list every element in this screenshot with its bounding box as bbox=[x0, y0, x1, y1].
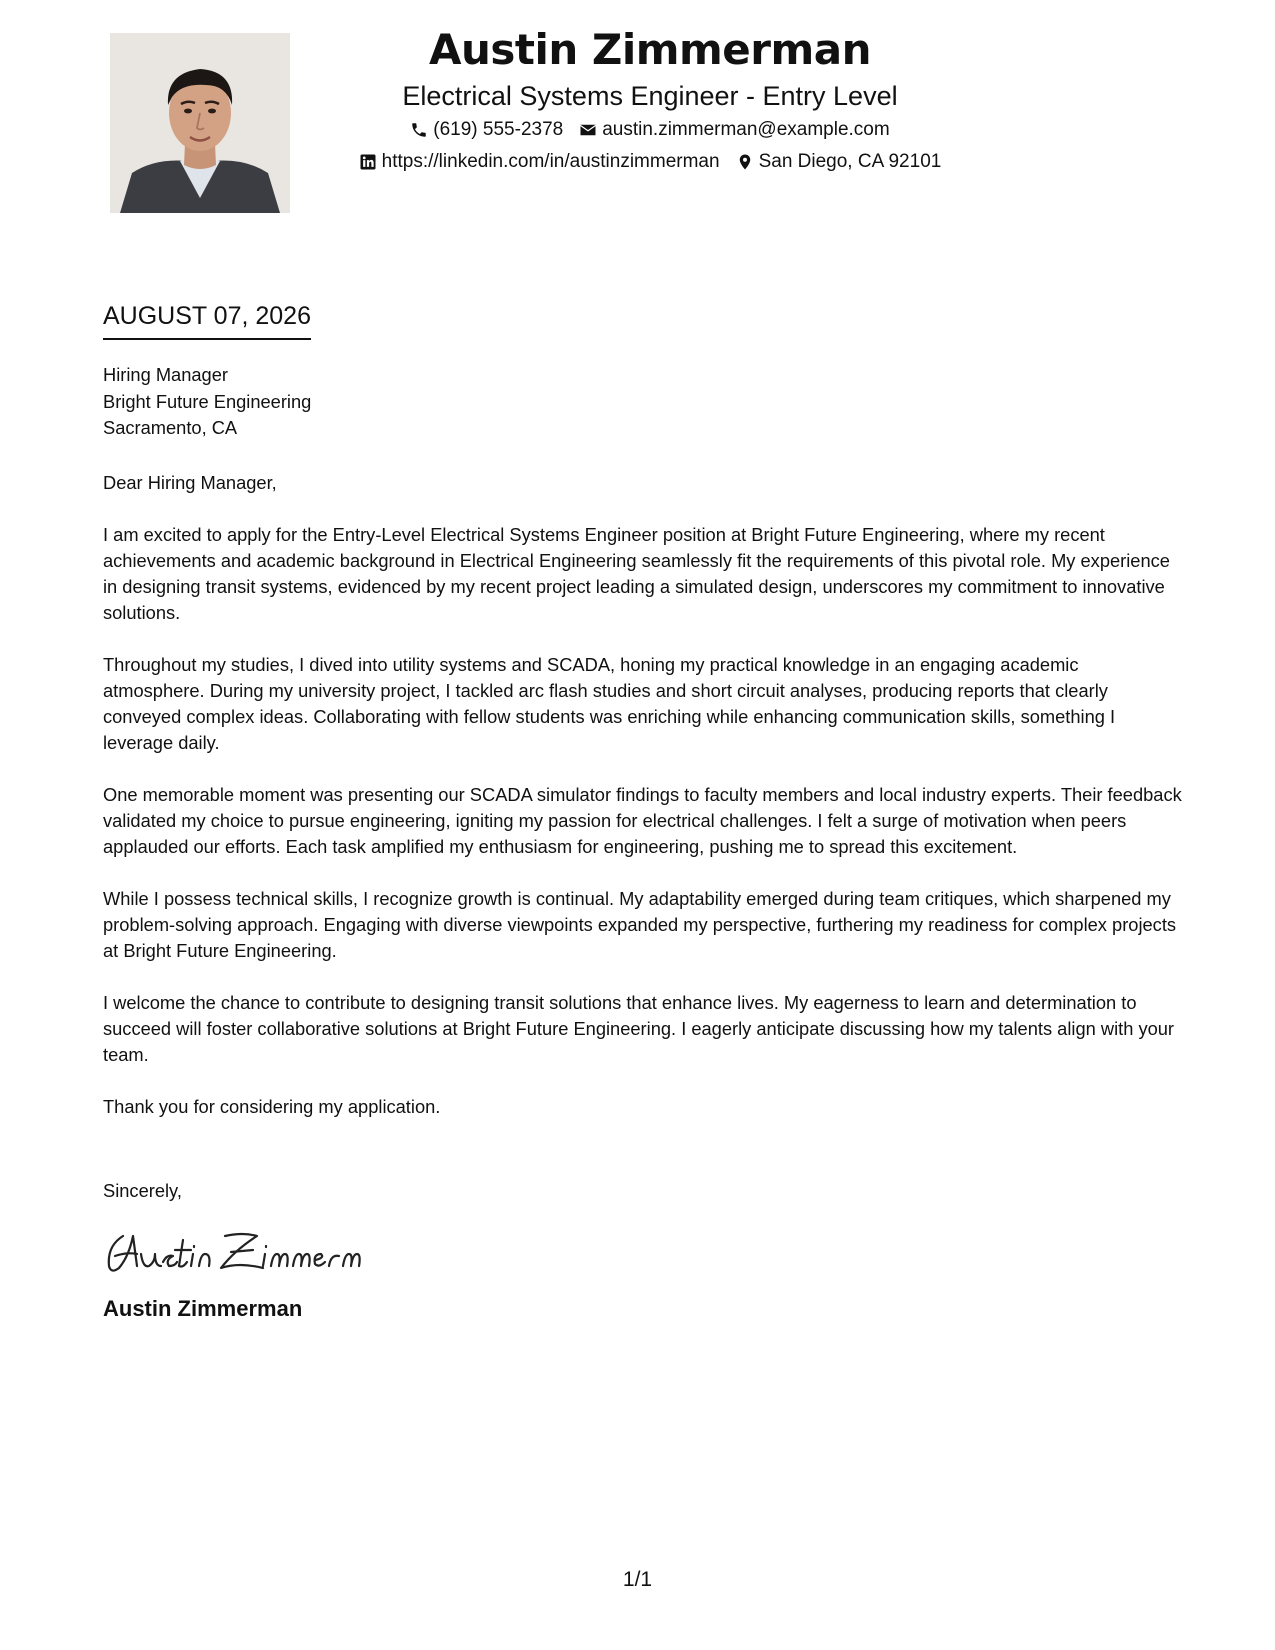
paragraph: Throughout my studies, I dived into utility systems and SCADA, honing my practical knowledge in an engaging academic atmosphere. During my university project, I tackled arc flash studies and short circuit analyses, producing reports that clearly conveyed complex ideas. Collaborating with fellow students was enriching while enhancing communication skills, something I leverage daily. bbox=[103, 653, 1116, 753]
paragraph: I am excited to apply for the Entry-Level Electrical Systems Engineer position at Bright Future Engineering, where my recent achievements and academic background in Electrical Engineering seamlessly fit the requirements of this pivotal role. My experience in designing transit systems, evidenced by my recent project leading a simulated design, underscores my commitment to innovative solutions. bbox=[103, 523, 1170, 623]
letter-date: AUGUST 07, 2026 bbox=[103, 300, 311, 340]
recipient-line-name: Hiring Manager bbox=[103, 364, 228, 385]
recipient-line-location: Sacramento, CA bbox=[103, 417, 238, 438]
phone-icon bbox=[410, 121, 428, 139]
portrait-illustration bbox=[110, 33, 290, 213]
linkedin-url: https://linkedin.com/in/austinzimmerman bbox=[381, 151, 720, 172]
paragraph: While I possess technical skills, I recognize growth is continual. My adaptability emerged during team critiques, which sharpened my problem-solving approach. Engaging with diverse viewpoints expanded my perspective, furthering my readiness for complex projects at Bright Future Engineering. bbox=[103, 887, 1177, 961]
salutation: Dear Hiring Manager, bbox=[103, 471, 277, 493]
applicant-name: Austin Zimmerman bbox=[429, 25, 871, 74]
email-address: austin.zimmerman@example.com bbox=[602, 119, 890, 140]
resume-header bbox=[320, 22, 980, 178]
location-text: San Diego, CA 92101 bbox=[758, 151, 942, 172]
recipient-block bbox=[103, 362, 1183, 442]
page-number: 1/1 bbox=[622, 1568, 653, 1591]
recipient-line-company: Bright Future Engineering bbox=[103, 390, 312, 412]
cover-letter-body bbox=[103, 300, 1183, 1324]
signer-name: Austin Zimmerman bbox=[103, 1295, 303, 1321]
email-contact[interactable] bbox=[579, 114, 890, 146]
closing: Sincerely, bbox=[103, 1179, 182, 1201]
envelope-icon bbox=[579, 121, 597, 139]
phone-number: (619) 555-2378 bbox=[433, 119, 564, 140]
paragraph: I welcome the chance to contribute to designing transit solutions that enhance lives. My eagerness to learn and determination to succeed will foster collaborative solutions at Bright Future Engineering. I eagerly anticipate discussing how my talents align with your team. bbox=[103, 991, 1175, 1065]
contact-row-secondary bbox=[320, 146, 980, 178]
contact-row-primary bbox=[320, 114, 980, 146]
linkedin-icon bbox=[359, 153, 377, 171]
handwritten-signature bbox=[103, 1222, 373, 1282]
linkedin-contact[interactable] bbox=[359, 146, 720, 178]
paragraph: One memorable moment was presenting our SCADA simulator findings to faculty members and local industry experts. Their feedback validated my choice to pursue engineering, igniting my passion for electrical challenges. I felt a surge of motivation when peers applauded our efforts. Each task amplified my enthusiasm for engineering, pushing me to spread this excitement. bbox=[103, 783, 1182, 857]
location-contact bbox=[736, 146, 942, 178]
signature-image bbox=[103, 1222, 373, 1282]
profile-photo bbox=[110, 33, 290, 213]
paragraph-thanks: Thank you for considering my application. bbox=[103, 1095, 441, 1117]
phone-contact[interactable] bbox=[410, 114, 563, 146]
map-pin-icon bbox=[736, 153, 754, 171]
job-title: Electrical Systems Engineer - Entry Level bbox=[402, 81, 898, 111]
